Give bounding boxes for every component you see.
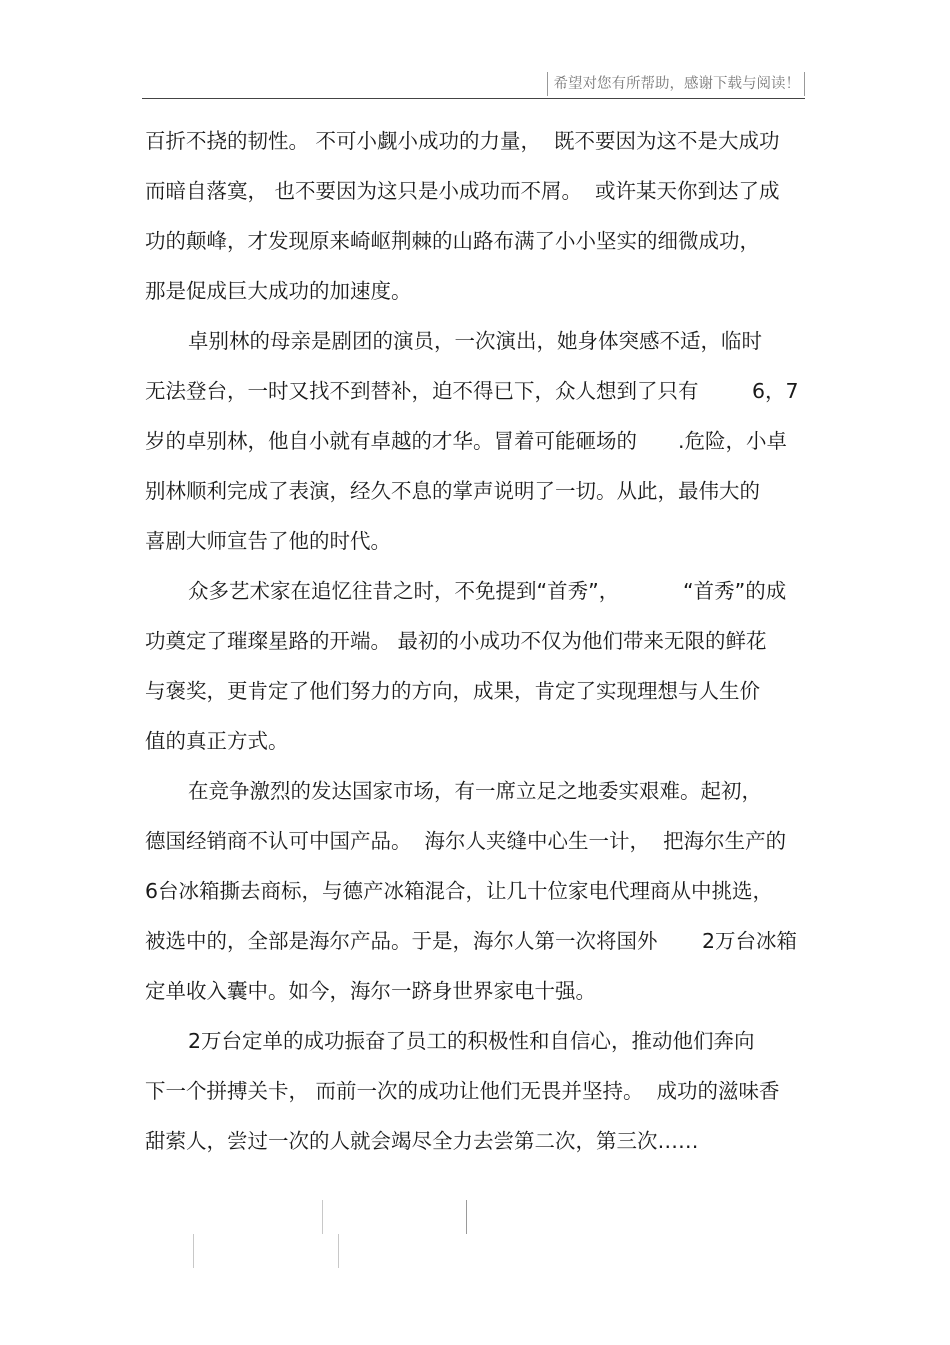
paragraph-4-line-3: 6台冰箱撕去商标，与德产冰箱混合，让几十位家电代理商从中挑选， bbox=[145, 879, 774, 903]
paragraph-2-danger-fragment: .危险，小卓 bbox=[678, 429, 788, 453]
page-header bbox=[142, 62, 805, 99]
paragraph-1-line-2: 而暗自落寞， 也不要因为这只是小成功而不屑。 或许某天你到达了成 bbox=[145, 179, 780, 203]
paragraph-2-line-1: 卓别林的母亲是剧团的演员，一次演出，她身体突感不适，临时 bbox=[188, 329, 762, 353]
paragraph-2-age-fragment: 6，7 bbox=[752, 379, 799, 403]
paragraph-2-line-2: 无法登台，一时又找不到替补，迫不得已下，众人想到了只有 bbox=[145, 379, 699, 403]
paragraph-2-line-5: 喜剧大师宣告了他的时代。 bbox=[145, 529, 391, 553]
paragraph-5-line-3: 甜萦人，尝过一次的人就会竭尽全力去尝第二次，第三次…… bbox=[145, 1129, 699, 1153]
paragraph-2-line-3: 岁的卓别林，他自小就有卓越的才华。冒着可能砸场的 bbox=[145, 429, 637, 453]
paragraph-4-line-2: 德国经销商不认可中国产品。 海尔人夹缝中心生一计， 把海尔生产的 bbox=[145, 829, 787, 853]
paragraph-5-line-1: 2万台定单的成功振奋了员工的积极性和自信心，推动他们奔向 bbox=[188, 1029, 755, 1053]
paragraph-3-line-4: 值的真正方式。 bbox=[145, 729, 289, 753]
paragraph-4-line-4: 被选中的，全部是海尔产品。于是，海尔人第一次将国外 bbox=[145, 929, 658, 953]
paragraph-4-line-1: 在竞争激烈的发达国家市场，有一席立足之地委实艰难。起初， bbox=[188, 779, 762, 803]
paragraph-3-debut-fragment: “首秀”的成 bbox=[683, 579, 787, 603]
header-tagline: 希望对您有所帮助，感谢下载与阅读！ bbox=[547, 72, 806, 96]
paragraph-3-line-1: 众多艺术家在追忆往昔之时，不免提到“首秀”， bbox=[188, 579, 620, 603]
paragraph-1-line-3: 功的颠峰，才发现原来崎岖荆棘的山路布满了小小坚实的细微成功， bbox=[145, 229, 760, 253]
scan-rule-2 bbox=[466, 1200, 467, 1234]
paragraph-1-line-1: 百折不挠的韧性。 不可小觑小成功的力量， 既不要因为这不是大成功 bbox=[145, 129, 780, 153]
scan-rule-4 bbox=[338, 1234, 339, 1268]
paragraph-1-line-4: 那是促成巨大成功的加速度。 bbox=[145, 279, 412, 303]
paragraph-4-order-fragment: 2万台冰箱 bbox=[702, 929, 798, 953]
paragraph-4-line-5: 定单收入囊中。如今，海尔一跻身世界家电十强。 bbox=[145, 979, 596, 1003]
scan-rule-3 bbox=[193, 1234, 194, 1268]
paragraph-3-line-3: 与褒奖，更肯定了他们努力的方向，成果，肯定了实现理想与人生价 bbox=[145, 679, 760, 703]
paragraph-2-line-4: 别林顺利完成了表演，经久不息的掌声说明了一切。从此，最伟大的 bbox=[145, 479, 760, 503]
paragraph-5-line-2: 下一个拼搏关卡， 而前一次的成功让他们无畏并坚持。 成功的滋味香 bbox=[145, 1079, 780, 1103]
paragraph-3-line-2: 功奠定了璀璨星路的开端。 最初的小成功不仅为他们带来无限的鲜花 bbox=[145, 629, 767, 653]
scan-rule-1 bbox=[322, 1200, 323, 1234]
